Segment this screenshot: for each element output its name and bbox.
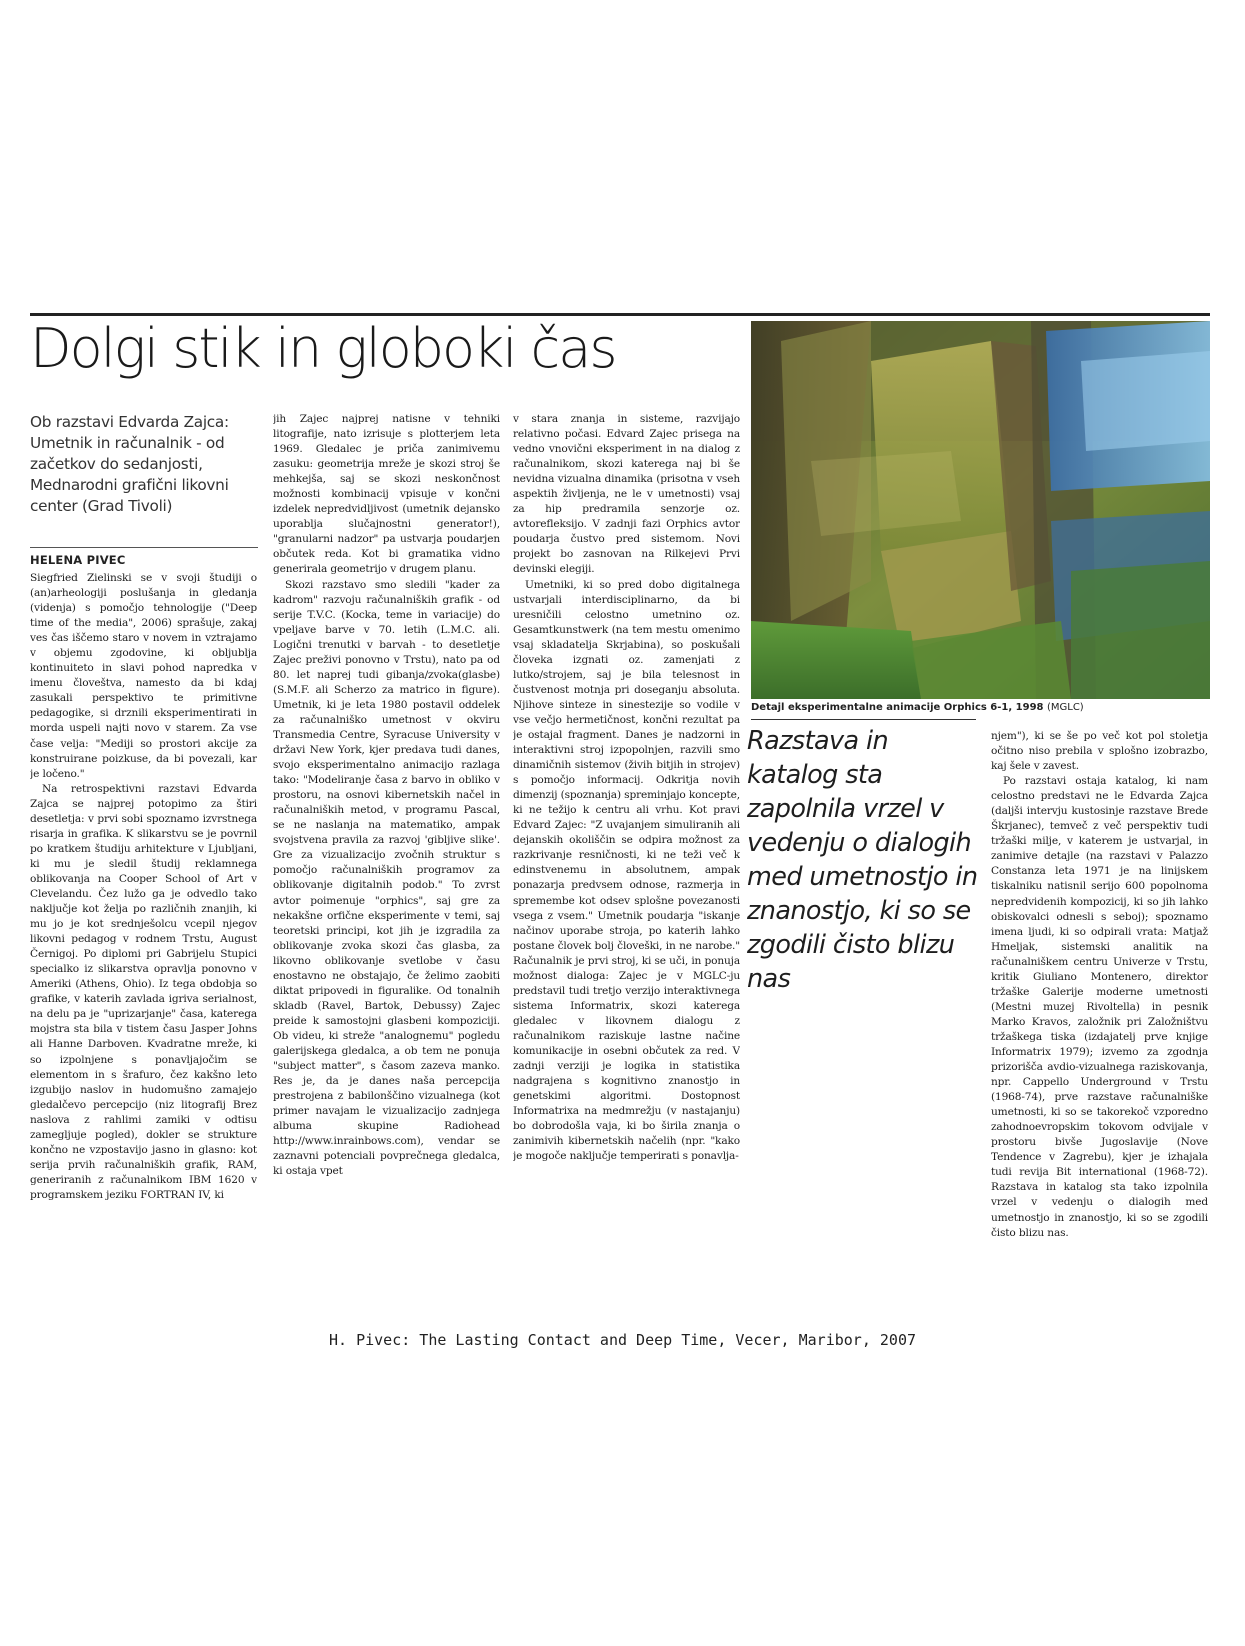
pullquote: Razstava in katalog sta zapolnila vrzel v vedenju o dialogih med umetnostjo in znanostjo, ki so se zgodili čisto blizu nas (747, 726, 978, 994)
paragraph: Umetniki, ki so pred dobo digitalnega ustvarjali interdisciplinarno, da bi uresničili celostno umetnino oz. Gesamtkunstwerk (na tem mestu omenimo vsaj skladatelja Skrjabina), so poskušali človeka izgnati oz. zamenjati z lutko/strojem, saj je bila telesnost in čustvenost motnja pri doseganju absoluta. Njihove sinteze in sinestezije so vodile v vse večjo hermetičnost, končni rezultat pa je ostajal fragment. Danes je nadzorni in interaktivni stroj izpopolnjen, razvili smo dinamičnih sistemov (živih bitjih in strojev) s pomočjo informacij. Odkritja novih dimenzij (spoznanja) spreminjajo koncepte, ki ne težijo k centru ali vrhu. Kot pravi Edvard Zajec: "Z uvajanjem simuliranih ali dejanskih okoliščin se odpira možnost za razkrivanje resničnosti, ki ne teži več k edinstvenemu in absolutnem, ampak ponazarja predvsem odnose, razmerja in spremembe kot odsev splošne povezanosti vsega z vsem." Umetnik poudarja "iskanje načinov uporabe stroja, po katerih lahko postane človek bolj človeški, in ne narobe." Računalnik je prvi stroj, ki se uči, in ponuja možnost dialoga: Zajec je v MGLC-ju predstavil tudi tretjo verzijo interaktivnega sistema Informatrix, skozi katerega gledalec v likovnem dialogu z računalnikom raziskuje lastne načine komunikacije in osebni občutek za red. V zadnji verziji je logika in statistika nadgrajena s kognitivno znanostjo in genetskimi algoritmi. Dostopnost Informatrixa na medmrežju (v nastajanju) bo dobrodošla vaja, ki bo širila znanja o zanimivih kibernetskih načelih (npr. "kako je mogoče naključje temperirati s ponavlja- (513, 578, 740, 1163)
byline-rule (30, 547, 258, 548)
pullquote-rule (751, 719, 976, 720)
paragraph: jih Zajec najprej natisne v tehniki litografije, nato izrisuje s plotterjem leta 1969. Gledalec je priča zanimivemu zasuku: geometrija mreže je skozi stroj še mehkejša, saj se skozi neskončnost možnosti kombinacij vpisuje v končni izdelek nepredvidljivost (umetnik dejansko uporablja slučajnostni generator!), "granularni nadzor" pa ustvarja poudarjen občutek reda. Kot bi gramatika vidno generirala geometrijo v drugem planu. (273, 413, 500, 576)
paragraph: Siegfried Zielinski se v svoji študiji o (an)arheologiji poslušanja in gledanja (videnja) s pomočjo tehnologije ("Deep time of the media", 2006) sprašuje, zakaj ves čas iščemo staro v novem in vztrajamo v objemu zgodovine, ki obljublja kontinuiteto in slavi pohod napredka v imenu človeštva, namesto da bi kdaj zasukali perspektivo te primitivne pedagogike, si drznili eksperimentirati in morda uspeli najti novo v starem. Za vse čase velja: "Mediji so prostori akcije za konstruirane poizkuse, da bi povezali, kar je ločeno." (30, 572, 257, 780)
article-column-1 (30, 571, 257, 1301)
article-column-3 (513, 412, 740, 1301)
caption-credit: (MGLC) (1046, 702, 1084, 713)
image-caption (751, 702, 1210, 713)
source-citation: H. Pivec: The Lasting Contact and Deep Time, Vecer, Maribor, 2007 (329, 1331, 916, 1349)
paragraph: Skozi razstavo smo sledili "kader za kadrom" razvoju računalniških grafik - od serije T.V.C. (Kocka, teme in variacije) do vpeljave barve v 70. letih (L.M.C. ali. Logični trenutki v barvah - to desetletje Zajec preživi ponovno v Trstu), nato pa od 80. let naprej tudi gibanja/zvoka(glasbe) (S.M.F. ali Scherzo za matrico in figure). Umetnik, ki je leta 1980 postavil oddelek za računalniško umetnost v okviru Transmedia Centre, Syracuse University v državi New York, kjer predava tudi danes, svojo eksperimentalno animacijo razlaga tako: "Modeliranje časa z barvo in obliko v prostoru, na osnovi kibernetskih načel in računalniških metod, v programu Pascal, se ne naslanja na matematiko, ampak svojstvena pravila za razvoj 'gibljive slike'. Gre za vizualizacijo zvočnih struktur s pomočjo računalniških programov za oblikovanje digitalnih podob." To zvrst avtor poimenuje "orphics", saj gre za nekakšne orfične eksperimente v temi, saj teoretski principi, kot jih je izgradila za oblikovanje zvoka skozi čas glasba, za likovno oblikovanje svetlobe v času enostavno ne obstajajo, če želimo zaobiti diktat pripovedi in figuralike. Od tonalnih skladb (Ravel, Bartok, Debussy) Zajec preide k samostojni glasbeni kompoziciji. Ob videu, ki streže "analognemu" pogledu galerijskega gledalca, a ob tem ne ponuja "subject matter", s časom zazeva manko. Res je, da je danes naša percepcija prestrojena z babilonščino vizualnega (kot primer navajam le vizualizacijo zadnjega albuma skupine Radiohead http://www.inrainbows.com), vendar se zaznavni potenciali povprečnega gledalca, ki ostaja vpet (273, 578, 500, 1178)
top-rule (30, 313, 1210, 316)
headline: Dolgi stik in globoki čas (30, 317, 616, 380)
article-column-4 (991, 729, 1208, 1301)
paragraph: Na retrospektivni razstavi Edvarda Zajca se najprej potopimo za štiri desetletja: v prvi sobi spoznamo izvrstnega risarja in grafika. K slikarstvu se je povrnil po kratkem študiju arhitekture v Ljubljani, ki mu je sledil študij reklamnega oblikovanja na Cooper School of Art v Clevelandu. Čez lužo ga je odvedlo tako naključje kot želja po različnih znanjih, ki mu jo je kot srednješolcu vcepil njegov likovni pedagog v rodnem Trstu, August Černigoj. Po diplomi pri Gabrijelu Stupici specialko iz slikarstva opravlja ponovno v Ameriki (Athens, Ohio). Iz tega obdobja so grafike, v katerih zavlada igriva serialnost, na delu pa je "uprizarjanje" časa, katerega mojstra sta bila v tistem času Jasper Johns ali Hanne Darboven. Kvadratne mreže, ki so izpolnjene s ponavljajočim se elementom in s šrafuro, čez kakšno leto izgubijo naslov in hudomušno zamajejo gledalčevo percepcijo (niz litografij Brez naslova z rahlimi zamiki v odtisu zamegljuje pogled), dokler se strukture končno ne vzpostavijo jasno in glasno: kot serija prvih računalniških grafik, RAM, generiranih z računalnikom IBM 1620 v programskem jeziku FORTRAN IV, ki (30, 782, 257, 1201)
caption-text: Detajl eksperimentalne animacije Orphics 6-1, 1998 (751, 702, 1044, 713)
artwork-image (751, 321, 1210, 699)
byline: HELENA PIVEC (30, 553, 126, 567)
article-column-2 (273, 412, 500, 1301)
orphics-artwork-graphic (751, 321, 1210, 699)
paragraph: v stara znanja in sisteme, razvijajo relativno počasi. Edvard Zajec prisega na vedno vnovični eksperiment in na dialog z računalnikom, skozi katerega naj bi še nevidna vizualna dinamika (prisotna v vseh aspektih življenja, ne le v umetnosti) vsaj za hip predramila senzorje oz. avtorefleksijo. V zadnji fazi Orphics avtor poudarja čustvo pred sistemom. Novi projekt bo zasnovan na Rilkejevi Prvi devinski elegiji. (513, 413, 740, 576)
article-deck: Ob razstavi Edvarda Zajca: Umetnik in računalnik - od začetkov do sedanjosti, Mednarodni grafični likovni center (Grad Tivoli) (30, 413, 229, 515)
paragraph: Po razstavi ostaja katalog, ki nam celostno predstavi ne le Edvarda Zajca (daljši intervju kustosinje razstave Brede Škrjanec), temveč z več perspektiv tudi tržaški milje, v katerem je ustvarjal, in zanimive detajle (na razstavi v Palazzo Constanza leta 1971 je na linijskem tiskalniku natisnil serijo 600 popolnoma nepredvidenih kompozicij, ki so jih lahko obiskovalci odnesli s seboj); spoznamo imena ljudi, ki so odpirali vrata: Matjaž Hmeljak, sistemski analitik na računalniškem centru Univerze v Trstu, kritik Giuliano Montenero, direktor tržaške Galerije moderne umetnosti (Mestni muzej Rivoltella) in pesnik Marko Kravos, založnik pri Založništvu tržaškega tiska (izdajatelj prve knjige Informatrix 1979); izvemo za zgodnja prizorišča avdio-vizualnega raziskovanja, npr. Cappello Underground v Trstu (1968-74), prve razstave računalniške umetnosti, ki so se takorekoč vzporedno zahodnoevropskim tokovom odvijale v prostoru bivše Jugoslavije (Nove Tendence v Zagrebu), kjer je izhajala tudi revija Bit international (1968-72). Razstava in katalog sta tako izpolnila vrzel v vedenju o dialogih med umetnostjo in znanostjo, ki so se zgodili čisto blizu nas. (991, 775, 1208, 1239)
paragraph: njem"), ki se še po več kot pol stoletja očitno niso prebila v splošno izobrazbo, kaj šele v zavest. (991, 730, 1208, 773)
